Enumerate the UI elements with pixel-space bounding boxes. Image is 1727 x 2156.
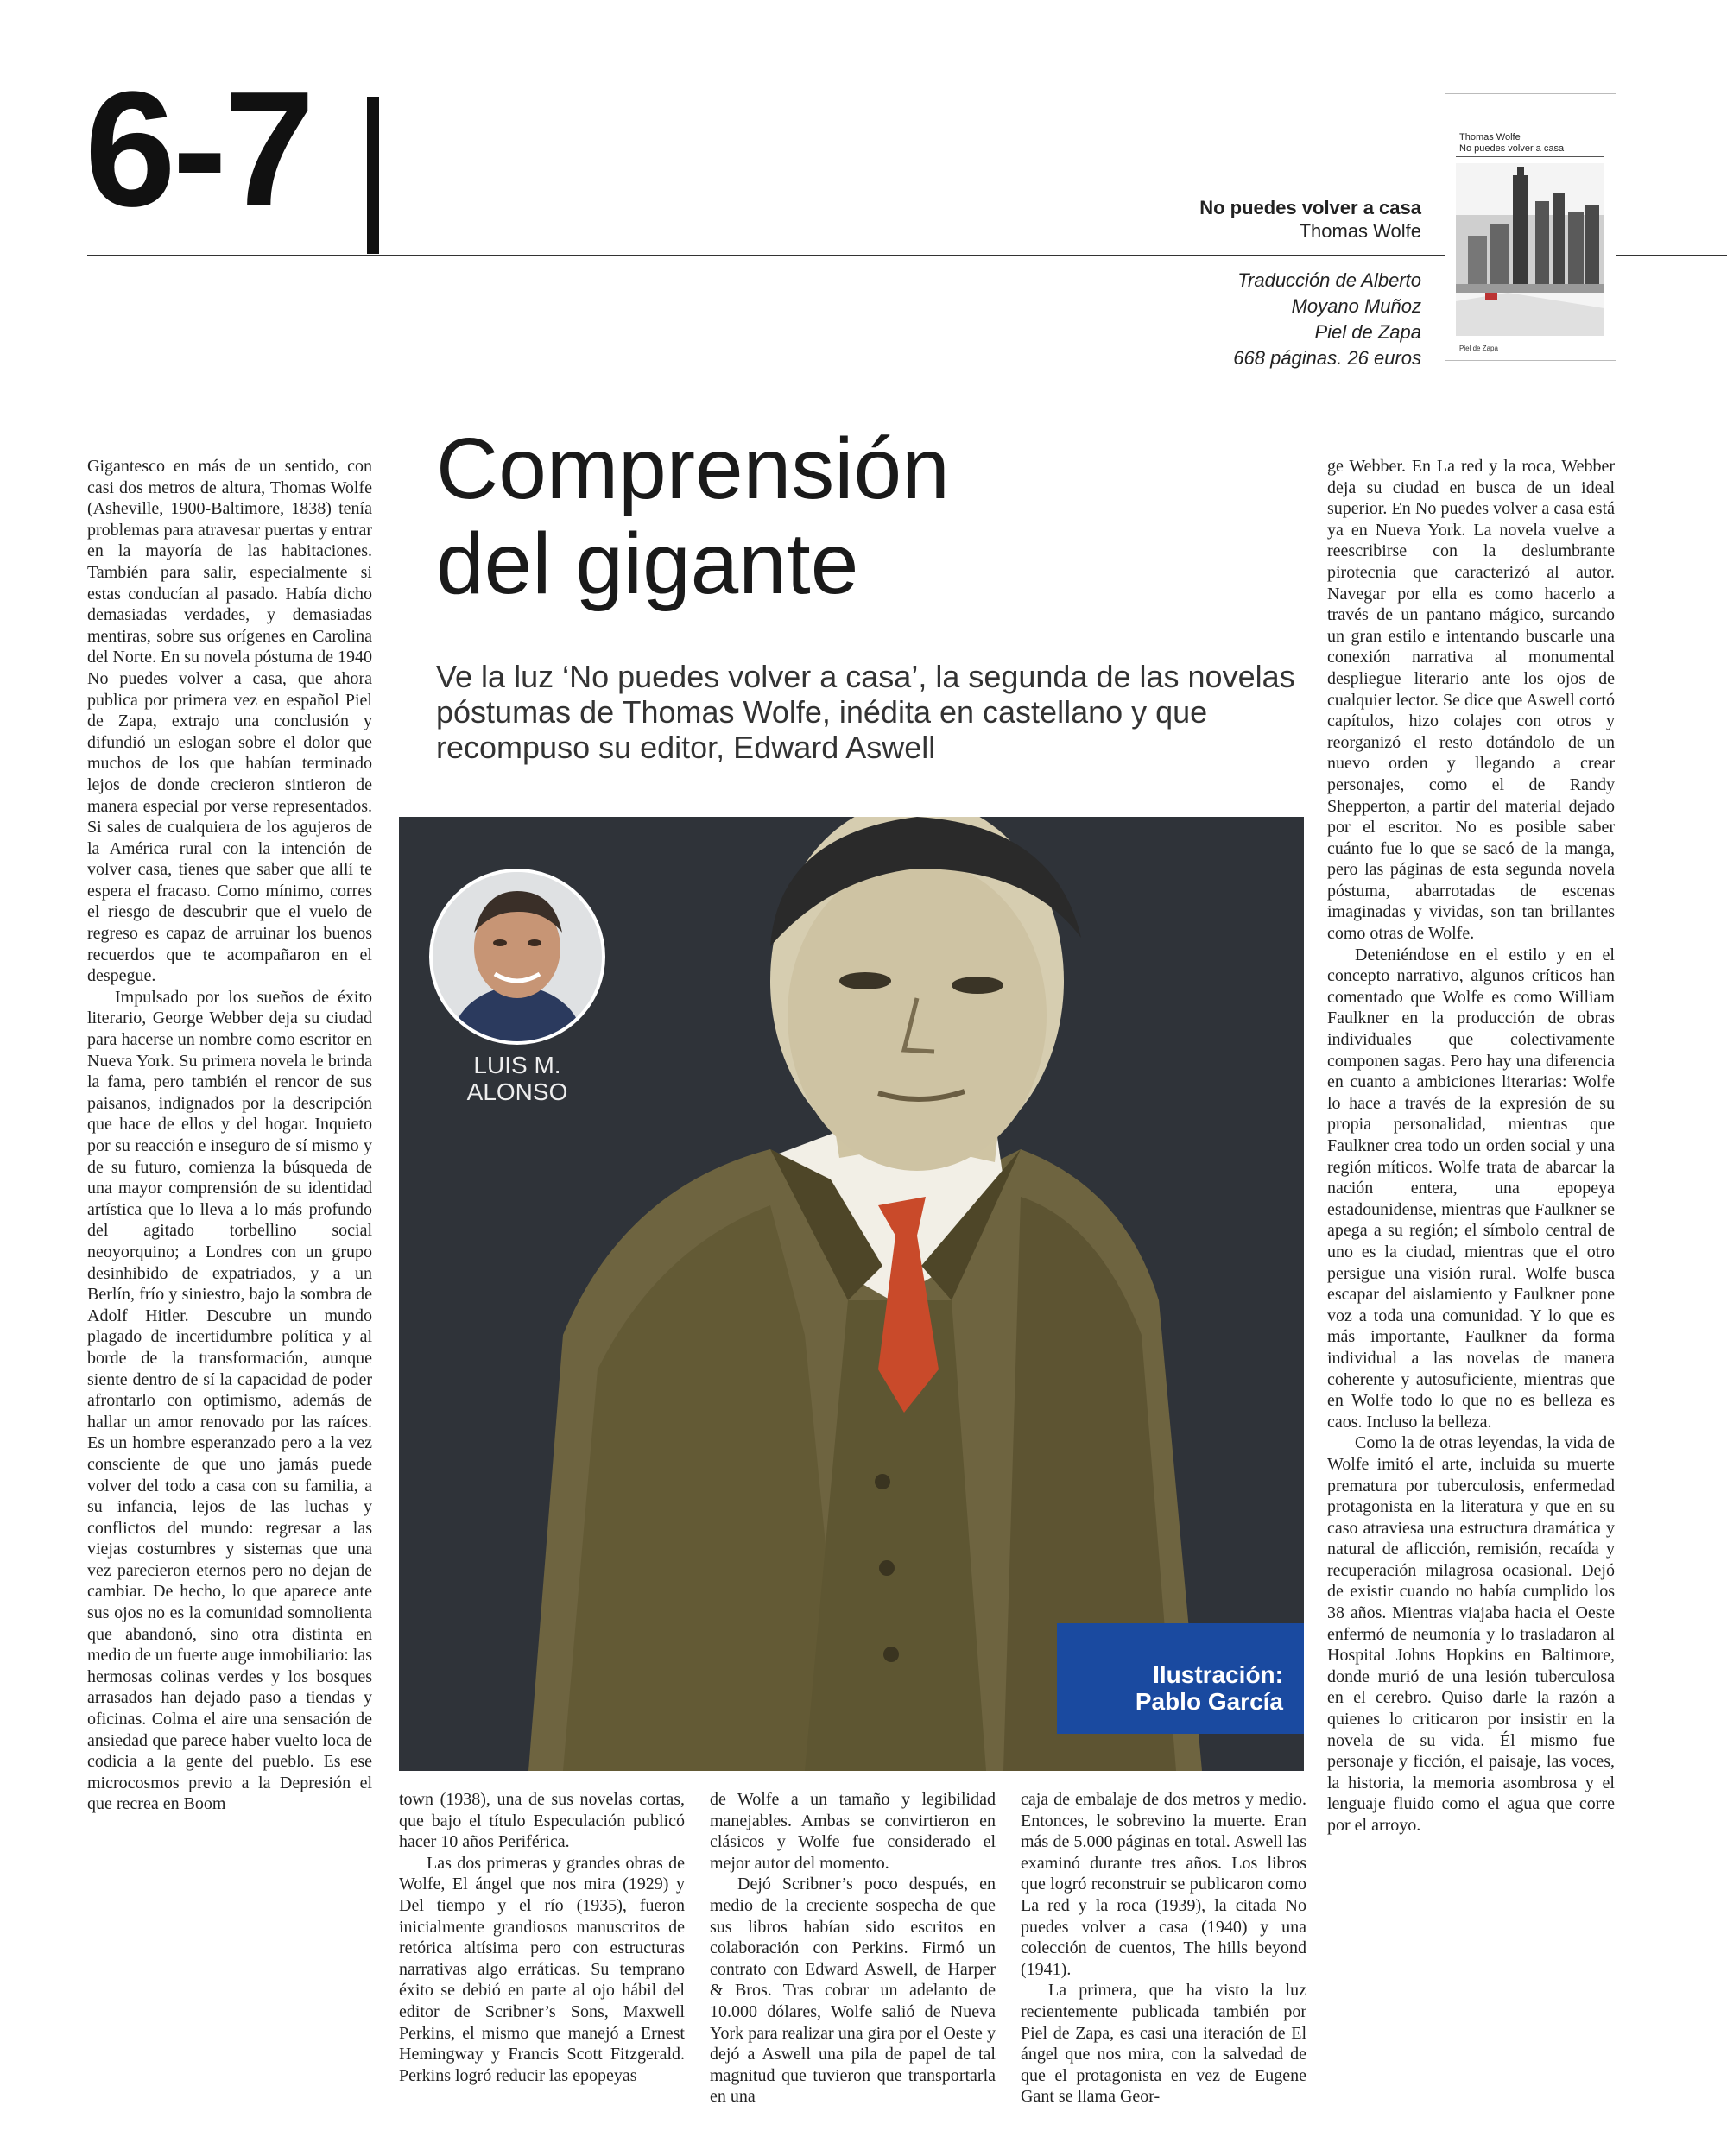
headline-line: del gigante [436,515,859,612]
body-paragraph: Las dos primeras y grandes obras de Wolfe, El ángel que nos mira (1929) y Del tiempo y el río (1935), fueron inicialmente grandiosos manuscritos de retórica altísima pero con estructuras narrativas algo erráticas. Su temprano éxito se debió en parte al ojo hábil del editor de Scribner’s Sons, Maxwell Perkins, el mismo que manejó a Ernest Hemingway y Francis Scott Fitzgerald. Perkins logró reducir las epopeyas [399,1853,685,2085]
cover-publisher: Piel de Zapa [1459,345,1498,352]
article-deck: Ve la luz ‘No puedes volver a casa’, la segunda de las novelas póstumas de Thomas Wolfe, inédita en castellano y que recompuso su editor, Edward Aswell [436,659,1295,765]
book-cover [1445,93,1616,361]
illustration-credit-name: Pablo García [1135,1688,1283,1715]
body-column-3 [710,1789,996,2108]
author-portrait [429,869,605,1045]
body-paragraph: town (1938), una de sus novelas cortas, que bajo el título Especulación publicó hacer 10 años Periférica. [399,1790,685,1852]
author-photo [433,872,602,1041]
cover-title: No puedes volver a casa [1459,143,1565,154]
book-credit-line: Piel de Zapa [1314,321,1421,343]
illustration-credit [1057,1661,1283,1715]
body-column-2 [399,1789,685,2086]
body-paragraph: La primera, que ha visto la luz recientemente publicada también por Piel de Zapa, es casi una iteración de El ángel que nos mira, con la salvedad de que el protagonista en vez de Eugene Gant se llama Geor- [1021,1981,1306,2107]
page-number-bar [367,97,379,254]
page-number: 6-7 [85,58,312,241]
book-credit-line: Moyano Muñoz [1291,295,1421,317]
headline [436,421,950,611]
body-paragraph: Deteniéndose en el estilo y en el concepto narrativo, algunos críticos han comentado que Wolfe es como William Faulkner en la producción de obras individuales que colectivamente componen sagas. Pero hay una diferencia en cuanto a ambiciones literarias: Wolfe lo hace a través de la expresión de su propia personalidad, mientras que Faulkner crea todo un orden social y una región míticos. Wolfe trata de abarcar la nación entera, una epopeya estadounidense, mientras que Faulkner se apega a su región; el símbolo central de uno es la ciudad, mientras que el otro persigue una visión rural. Wolfe busca escapar del aislamiento y Faulkner pone voz a toda una comunidad. Y lo que es más importante, Faulkner da forma individual a las novelas de manera coherente y autosuficiente, mientras que en Wolfe todo lo que no es belleza es caos. Incluso la belleza. [1327,945,1615,1432]
body-column-4 [1021,1789,1306,2108]
cover-author: Thomas Wolfe [1459,132,1521,142]
body-column-1 [87,456,372,1815]
cover-rule [1456,156,1604,157]
body-paragraph: Como la de otras leyendas, la vida de Wolfe imitó el arte, incluida su muerte prematura por tuberculosis, enfermedad protagonista en la literatura y que en su caso atraviesa una estructura dramática y natural de aflicción, remisión, recaída y recuperación milagrosa ocasional. Dejó de existir cuando no había cumplido los 38 años. Mientras viajaba hacia el Oeste enfermó de neumonía y lo trasladaron al Hospital Johns Hopkins en Baltimore, donde murió de una lesión tuberculosa en el cerebro. Quiso darle la razón a quienes lo criticaron por insistir en la novela de su vida. Él mismo fue personaje y ficción, el paisaje, las voces, la historia, la memoria asombrosa y el lenguaje fluido como el agua que corre por el arroyo. [1327,1433,1615,1835]
headline-line: Comprensión [436,420,950,517]
body-column-5 [1327,456,1615,1837]
illustration-credit-label: Ilustración: [1153,1661,1283,1688]
body-paragraph: Gigantesco en más de un sentido, con casi dos metros de altura, Thomas Wolfe (Asheville, 1900-Baltimore, 1838) tenía problemas para atravesar puertas y entrar en la mayoría de las habitaciones. También para salir, especialmente si estas conducían al pasado. Había dicho demasiadas verdades, y demasiadas mentiras, sobre sus orígenes en Carolina del Norte. En su novela póstuma de 1940 No puedes volver a casa, que ahora publica por primera vez en español Piel de Zapa, extrajo una conclusión y difundió un eslogan sobre el dolor que muchos de los que habían terminado lejos de donde crecieron sintieron de manera especial por verse representados. Si sales de cualquiera de los agujeros de la América rural con la intención de volver casa, tienes que saber que allí te espera el fracaso. Como mínimo, corres el riesgo de descubrir que el vuelo de regreso es capaz de arruinar los buenos recuerdos que te acompañaron en el despegue. [87,457,372,986]
book-credit-line: 668 páginas. 26 euros [1233,347,1421,369]
author-byline: LUIS M. ALONSO [466,1052,568,1105]
book-credit-line: Traducción de Alberto [1237,269,1421,291]
book-author: Thomas Wolfe [1299,220,1421,242]
body-paragraph: Impulsado por los sueños de éxito literario, George Webber deja su ciudad para hacerse un nombre como escritor en Nueva York. Su primera novela le brinda la fama, pero también el rencor de sus paisanos, indignados por la descripción que hace de ellos y del hogar. Inquieto por su reacción e inseguro de sí mismo y de su futuro, comienza la búsqueda de una mayor comprensión de su identidad artística que lo lleva a lo más profundo del agitado torbellino social neoyorquino; a Londres con un grupo desinhibido de expatriados, y a un Berlín, frío y siniestro, bajo la sombra de Adolf Hitler. Descubre un mundo plagado de incertidumbre política y al borde de la transformación, aunque siente dentro de sí la capacidad de poder afrontarlo con optimismo, además de hallar un amor renovado por las raíces. Es un hombre esperanzado pero a la vez consciente de que uno jamás puede volver del todo a casa con su familia, a su infancia, lejos de las luchas y conflictos del mundo: regresar a las viejas costumbres y sistemas que una vez parecieron eternos pero no dejan de cambiar. De hecho, lo que aparece ante sus ojos no es la comunidad somnolienta que abandonó, sino otra distinta en medio de un fuerte auge inmobiliario: las hermosas colinas verdes y los bosques arrasados han dejado paso a tiendas y oficinas. Colma el aire una sensación de ansiedad que parece haber vuelto loca de codicia a la gente del pueblo. Es ese microcosmos previo a la Depresión el que recrea en Boom [87,987,372,1814]
body-paragraph: Dejó Scribner’s poco después, en medio de la creciente sospecha de que sus libros habían sido escritos en colaboración con Perkins. Firmó un contrato con Edward Aswell, de Harper & Bros. Tras cobrar un adelanto de 10.000 dólares, Wolfe salió de Nueva York para realizar una gira por el Oeste y dejó a Aswell una pila de papel de tal magnitud que tuvieron que transportarla en una [710,1875,996,2107]
body-paragraph: de Wolfe a un tamaño y legibilidad manejables. Ambas se convirtieron en clásicos y Wolfe fue considerado el mejor autor del momento. [710,1790,996,1873]
book-title: No puedes volver a casa [1199,197,1421,218]
cover-skyline-image [1456,163,1604,336]
body-paragraph: caja de embalaje de dos metros y medio. Entonces, le sobrevino la muerte. Eran más de 5.000 páginas en total. Aswell las examinó durante tres años. Los libros que logró reconstruir se publicaron como La red y la roca (1939), la citada No puedes volver a casa (1940) y una colección de cuentos, The hills beyond (1941). [1021,1790,1306,1979]
body-paragraph: ge Webber. En La red y la roca, Webber deja su ciudad en busca de un ideal superior. En No puedes volver a casa está ya en Nueva York. La novela vuelve a reescribirse con la deslumbrante pirotecnia que caracterizó al autor. Navegar por ella es como hacerlo a través de un pantano mágico, surcando un gran estilo e intentando buscarle una conexión narrativa al monumental despliegue literario ante los ojos de cualquier lector. Se dice que Aswell cortó capítulos, hizo colajes con otros y reorganizó el resto dotándolo de un nuevo orden y llegando a crear personajes, como el de Randy Shepperton, a partir del material dejado por el escritor. No es posible saber cuánto fue lo que se sacó de la manga, pero las páginas de esta segunda novela póstuma, abarrotadas de escenas imaginadas y vividas, son tan brillantes como otras de Wolfe. [1327,457,1615,944]
